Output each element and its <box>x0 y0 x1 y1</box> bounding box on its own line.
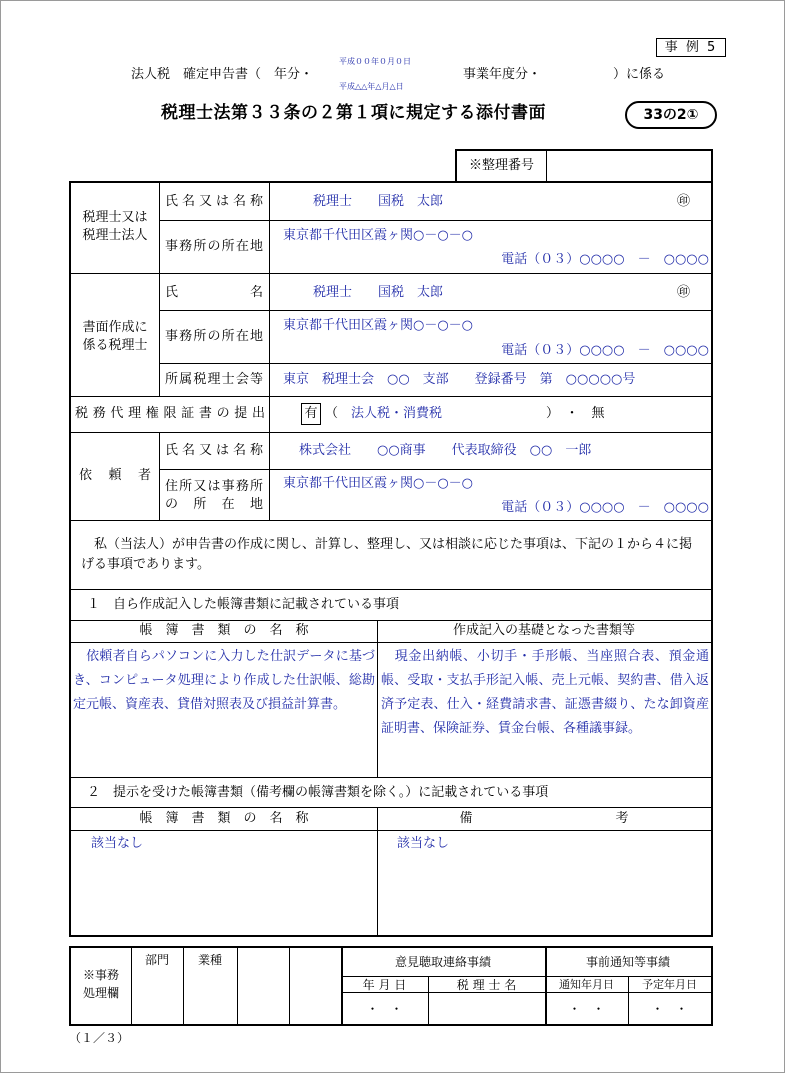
power-of-attorney-label: 税務代理権限証書の提出 <box>75 406 265 421</box>
section1-title: １ 自ら作成記入した帳簿書類に記載されている事項 <box>87 597 400 612</box>
section1-col-name: 帳 簿 書 類 の 名 称 <box>139 623 309 638</box>
preparer-office-label: 事務所の所在地 <box>165 329 263 344</box>
client-address-label-1: 住所又は事務所 <box>165 479 263 494</box>
header-line-prefix: 法人税 確定申告書（ 年分・ <box>131 67 314 82</box>
opinion-record-label: 意見聴取連絡事績 <box>394 955 491 969</box>
seal-icon: ㊞ <box>677 194 691 209</box>
client-address-label-2: の 所 在 地 <box>165 497 263 512</box>
preparer-section-label: 書面作成に 係る税理士 <box>82 320 148 353</box>
preparer-name-label: 氏 名 <box>165 285 263 300</box>
industry-label: 業種 <box>197 953 222 967</box>
tax-accountant-phone[interactable]: 電話（０３）○○○○ － ○○○○ <box>501 252 709 267</box>
section1-col-basis: 作成記入の基礎となった書類等 <box>452 623 635 638</box>
page-number: （１／３） <box>69 1031 130 1045</box>
dept-label: 部門 <box>144 953 169 967</box>
preparer-office-address[interactable]: 東京都千代田区霞ヶ関○－○－○ <box>283 318 474 333</box>
client-office-address[interactable]: 東京都千代田区霞ヶ関○－○－○ <box>283 476 474 491</box>
notice-date-value[interactable]: ・ ・ <box>568 1002 605 1016</box>
poa-has-option[interactable]: 有 <box>301 403 321 425</box>
section1-ledger-names[interactable]: 依頼者自らパソコンに入力した仕訳データに基づき、コンピュータ処理により作成した仕訳帳、総勘定元帳、資産表、貸借対照表及び損益計算書。 <box>73 649 375 712</box>
seiri-label: ※整理番号 <box>457 151 547 182</box>
client-section-label: 依 頼 者 <box>79 468 151 483</box>
planned-date-value[interactable]: ・ ・ <box>651 1002 688 1016</box>
tax-accountant-name[interactable]: 税理士 国税 太郎 <box>313 194 444 209</box>
header-line-suffix: ）に係る <box>613 67 666 82</box>
section2-col-name: 帳 簿 書 類 の 名 称 <box>139 811 309 826</box>
office-use-table <box>69 946 713 1026</box>
main-form-table <box>69 181 713 937</box>
client-name-label: 氏名又は名称 <box>165 443 263 458</box>
prior-notice-label: 事前通知等事績 <box>585 955 670 969</box>
period-end: 平成△△年△月△日 <box>339 82 404 91</box>
header-line-mid: 事業年度分・ <box>463 67 542 82</box>
preparer-association-value[interactable]: 東京 税理士会 ○○ 支部 登録番号 第 ○○○○○号 <box>283 372 636 387</box>
section2-title: ２ 提示を受けた帳簿書類（備考欄の帳簿書類を除く。）に記載されている事項 <box>87 785 549 800</box>
accountant-name-label: 税 理 士 名 <box>456 978 517 992</box>
preparer-name[interactable]: 税理士 国税 太郎 <box>313 285 444 300</box>
section2-ledger-names[interactable]: 該当なし <box>91 836 144 851</box>
case-label: 事 例 5 <box>656 38 726 57</box>
planned-date-label: 予定年月日 <box>642 978 697 991</box>
notice-date-label: 通知年月日 <box>559 978 614 991</box>
poa-detail: （ 法人税・消費税 ） ・ 無 <box>325 406 605 421</box>
form-badge: 33の2① <box>625 101 717 129</box>
tax-accountant-office-label: 事務所の所在地 <box>165 239 263 254</box>
opinion-date-value[interactable]: ・ ・ <box>366 1002 403 1016</box>
tax-accountant-section-label: 税理士又は 税理士法人 <box>82 210 148 243</box>
office-use-label: ※事務 処理欄 <box>82 968 119 1000</box>
seiri-value-field[interactable] <box>547 151 711 182</box>
preparer-association-label: 所属税理士会等 <box>165 372 263 387</box>
client-phone[interactable]: 電話（０３）○○○○ － ○○○○ <box>501 500 709 515</box>
opinion-date-label: 年 月 日 <box>362 978 407 992</box>
section2-remarks[interactable]: 該当なし <box>397 836 450 851</box>
seiri-number-box <box>455 149 713 182</box>
period-start: 平成００年０月０日 <box>339 57 411 66</box>
section1-basis-documents[interactable]: 現金出納帳、小切手・手形帳、当座照合表、預金通帳、受取・支払手形記入帳、売上元帳、契約書、借入返済予定表、仕入・経費請求書、証憑書綴り、たな卸資産証明書、保険証券、賃金台帳、各種議事録。 <box>381 649 709 736</box>
client-name[interactable]: 株式会社 ○○商事 代表取締役 ○○ 一郎 <box>299 443 592 458</box>
seal-icon: ㊞ <box>677 285 691 300</box>
tax-accountant-office-address[interactable]: 東京都千代田区霞ヶ関○－○－○ <box>283 228 474 243</box>
section2-col-remarks: 備 考 <box>459 811 629 826</box>
statement-text: 私（当法人）が申告書の作成に関し、計算し、整理し、又は相談に応じた事項は、下記の１から４に掲げる事項であります。 <box>81 537 693 572</box>
tax-accountant-name-label: 氏名又は名称 <box>165 194 263 209</box>
document-title: 税理士法第３３条の２第１項に規定する添付書面 <box>161 103 546 123</box>
preparer-phone[interactable]: 電話（０３）○○○○ － ○○○○ <box>501 343 709 358</box>
